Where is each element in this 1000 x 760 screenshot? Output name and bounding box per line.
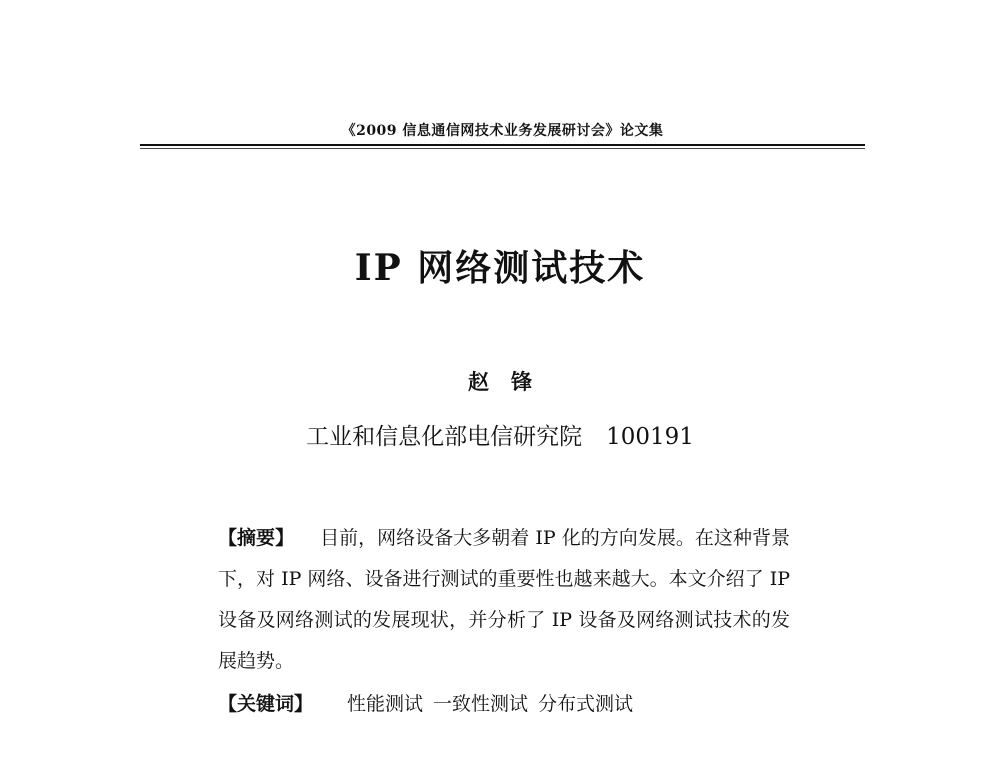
author-name: 赵锋 [468, 369, 554, 394]
abstract-text: 目前，网络设备大多朝着 IP 化的方向发展。在这种背景下，对 IP 网络、设备进行测试的重要性也越来越大。本文介绍了 IP 设备及网络测试的发展现状，并分析了 IP 设备及网络测试技术的发展趋势。 [218, 527, 790, 672]
affiliation-line [0, 418, 1000, 451]
keyword-item: 性能测试 [347, 693, 424, 715]
header-rule [140, 144, 865, 146]
header-rule-thin [140, 148, 865, 149]
keyword-item: 分布式测试 [538, 693, 634, 715]
paper-title: IP 网络测试技术 [354, 247, 646, 289]
running-header: 《2009 信息通信网技术业务发展研讨会》论文集 [341, 123, 664, 139]
keywords-line [218, 684, 790, 725]
abstract-paragraph [218, 518, 790, 682]
abstract-label: 【摘要】 [218, 527, 295, 549]
keyword-item: 一致性测试 [433, 693, 529, 715]
postcode: 100191 [606, 424, 694, 450]
keywords-label: 【关键词】 [218, 693, 314, 715]
affiliation-name: 工业和信息化部电信研究院 [306, 424, 583, 450]
